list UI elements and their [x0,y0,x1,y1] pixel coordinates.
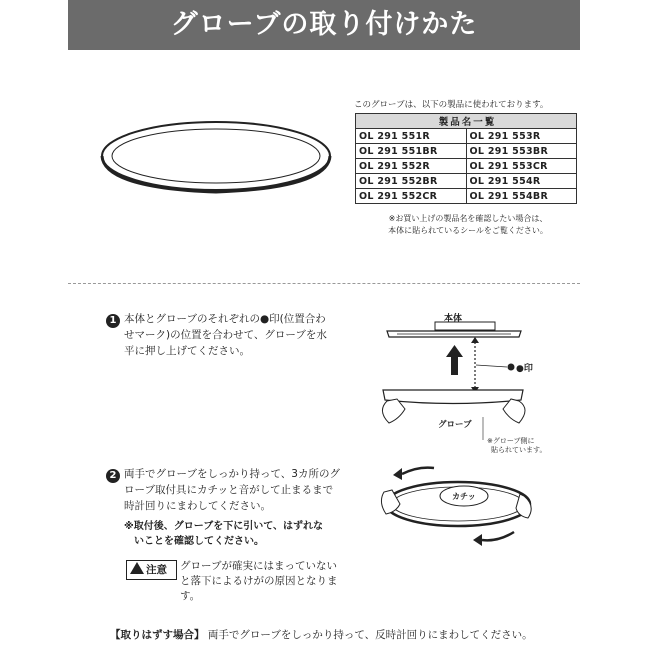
page-title: グローブの取り付けかた [170,9,478,40]
section-divider [68,283,580,284]
click-label: カチッ [452,492,476,501]
caution-line3: す。 [180,590,201,602]
removal-label: 【取りはずす場合】 [110,629,205,641]
step1-number: 1 [106,314,120,328]
table-row [356,189,577,204]
step2-note1: ※取付後、グローブを下に引いて、はずれな [124,521,324,532]
table-cell: OL 291 553R [466,129,577,144]
step1-line1: 本体とグローブのそれぞれの●印(位置合わ [124,313,326,325]
label-body: 本体 [444,314,463,324]
step2-note2: いことを確認してください。 [134,536,264,547]
table-row [356,144,577,159]
caution-badge [126,560,177,580]
label-mark: ●印 [516,364,533,374]
purchase-note-line1: ※お買い上げの製品名を確認したい場合は、 [388,214,548,223]
table-cell: OL 291 552CR [356,189,467,204]
step2-line1: 両手でグローブをしっかり持って、3カ所のグ [124,468,340,480]
step1-line2: せマーク)の位置を合わせて、グローブを水 [124,329,327,341]
step2-number: 2 [106,469,120,483]
caution-line2: と落下によるけがの原因となりま [180,575,338,587]
label-globe: グローブ [438,420,472,430]
table-row [356,159,577,174]
table-cell: OL 291 552R [356,159,467,174]
table-cell: OL 291 551BR [356,144,467,159]
removal-text: 両手でグローブをしっかり持って、反時計回りにまわしてください。 [207,629,533,641]
purchase-note-line2: 本体に貼られているシールをご覧ください。 [388,226,548,235]
step2-line2: ローブ取付具にカチッと音がして止まるまで [124,484,334,496]
table-cell: OL 291 554BR [466,189,577,204]
table-cell: OL 291 553CR [466,159,577,174]
intro-text: このグローブは、以下の製品に使われております。 [354,100,549,110]
table-cell: OL 291 554R [466,174,577,189]
label-sticker-note1: ※グローブ側に [487,437,535,445]
caution-line1: グローブが確実にはまっていない [180,560,337,572]
caution-label: 注意 [146,564,167,576]
warning-icon [130,562,144,574]
table-header: 製品名一覧 [356,114,577,129]
step2-diagram [378,462,538,552]
removal-instructions [110,627,533,642]
table-cell: OL 291 551R [356,129,467,144]
step1-diagram [375,305,565,465]
table-row [356,174,577,189]
label-sticker-note2: 貼られています。 [491,446,547,454]
step1-line3: 平に押し上げてください。 [124,345,250,357]
table-cell: OL 291 552BR [356,174,467,189]
table-cell: OL 291 553BR [466,144,577,159]
table-row [356,129,577,144]
title-bar [68,0,580,50]
step2-line3: 時計回りにまわしてください。 [124,500,271,512]
models-table [355,113,577,204]
globe-illustration [96,112,336,198]
